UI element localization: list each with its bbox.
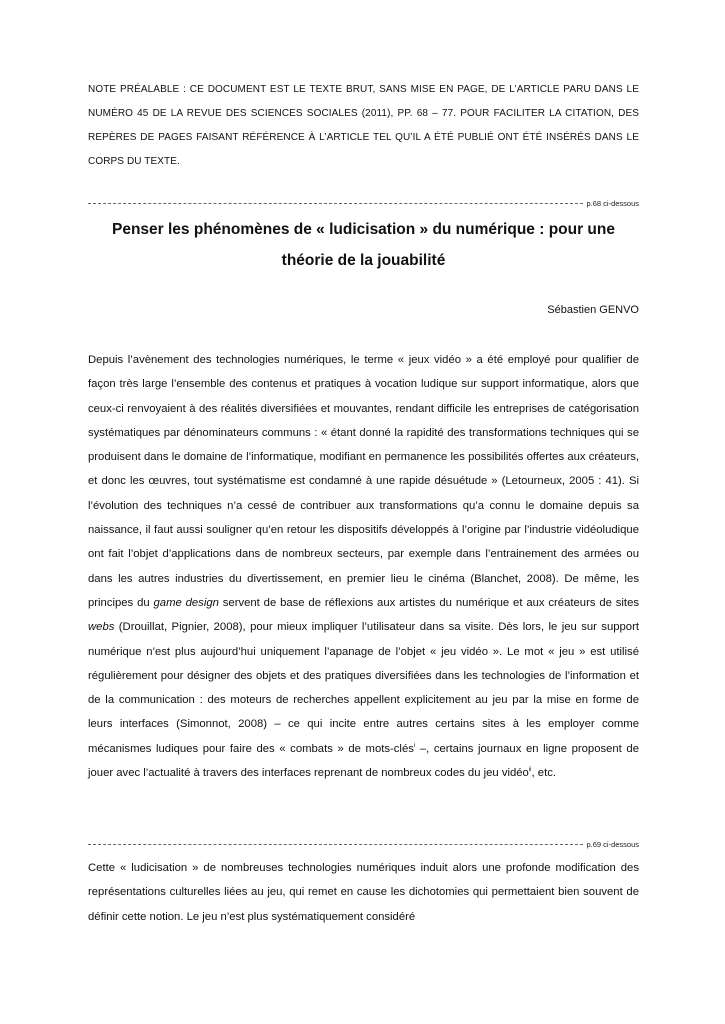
term-game-design: game design: [153, 596, 219, 609]
endnote-ref-i[interactable]: i: [413, 742, 416, 749]
marker-dashed-line: [88, 203, 583, 204]
preliminary-note: NOTE PRÉALABLE : CE DOCUMENT EST LE TEXTE BRUT, SANS MISE EN PAGE, DE L’ARTICLE PARU DANS LE NUMÉRO 45 DE LA REVUE DES SCIENCES SOCIALES (2011), PP. 68 – 77. POUR FACILITER LA CITATION, DES REPÈRES DE PAGES FAISANT RÉFÉRENCE À L’ARTICLE TEL QU’IL A ÉTÉ PUBLIÉ ONT ÉTÉ INSÉRÉS DANS LE CORPS DU TEXTE.: [88, 84, 639, 167]
marker-dashed-line: [88, 844, 583, 845]
page-marker-69: [88, 838, 639, 850]
body-text-section-2: [88, 856, 639, 929]
term-webs: webs: [88, 621, 115, 634]
page-marker-label: p.69 ci-dessous: [586, 839, 639, 849]
article-title: Penser les phénomènes de « ludicisation » du numérique : pour une théorie de la jouabilité: [112, 221, 615, 269]
page-marker-68: [88, 197, 639, 209]
endnote-ref-ii[interactable]: ii: [528, 767, 532, 774]
paragraph: Cette « ludicisation » de nombreuses technologies numériques induit alors une profonde modification des représentations culturelles liées au jeu, qui remet en cause les dichotomies qui permettaient bien souvent de définir cette notion. Le jeu n’est plus systématiquement considéré: [88, 862, 639, 923]
author-name: Sébastien GENVO: [547, 304, 639, 316]
page-marker-label: p.68 ci-dessous: [586, 198, 639, 208]
paragraph: Depuis l’avènement des technologies numériques, le terme « jeux vidéo » a été employé pour qualifier de façon très large l’ensemble des contenus et pratiques à vocation ludique sur support informatique, alors que ceux-ci renvoyaient à des réalités diversifiées et mouvantes, rendant difficile les entreprises de catégorisation systématiques par dénominateurs communs : « étant donné la rapidité des transformations techniques qui se produisent dans le domaine de l’informatique, modifiant en permanence les possibilités offertes aux créateurs, et donc les œuvres, tout systématisme est condamné à une rapide désuétude » (Letourneux, 2005 : 41). Si l’évolution des techniques n’a cessé de contribuer aux transformations qu’a connu le domaine depuis sa naissance, il faut aussi souligner qu’en retour les dispositifs développés à l’origine par l’industrie vidéoludique ont fait l’objet d’applications dans de nombreux secteurs, par exemple dans l’entrainement des armées ou dans les autres industries du divertissement, en premier lieu le cinéma (Blanchet, 2008). De même, les principes du game design servent de base de réflexions aux artistes du numérique et aux créateurs de sites webs (Drouillat, Pignier, 2008), pour mieux impliquer l’utilisateur dans sa visite. Dès lors, le jeu sur support numérique n’est plus aujourd’hui uniquement l’apanage de l’objet « jeu vidéo ». Le mot « jeu » est utilisé régulièrement pour désigner des objets et des pratiques diversifiées dans les technologies de l’information et de la communication : des moteurs de recherches appellent explicitement au jeu par la mise en forme de leurs interfaces (Simonnot, 2008) – ce qui incite entre autres certains sites à les employer comme mécanismes ludiques pour faire des « combats » de mots-clés$^i$ –, certains journaux en ligne proposent de jouer avec l’actualité à travers des interfaces reprenant de nombreux codes du jeu vidéo$^{ii}$, etc.: [88, 354, 639, 780]
body-text-section-1: [88, 348, 639, 785]
